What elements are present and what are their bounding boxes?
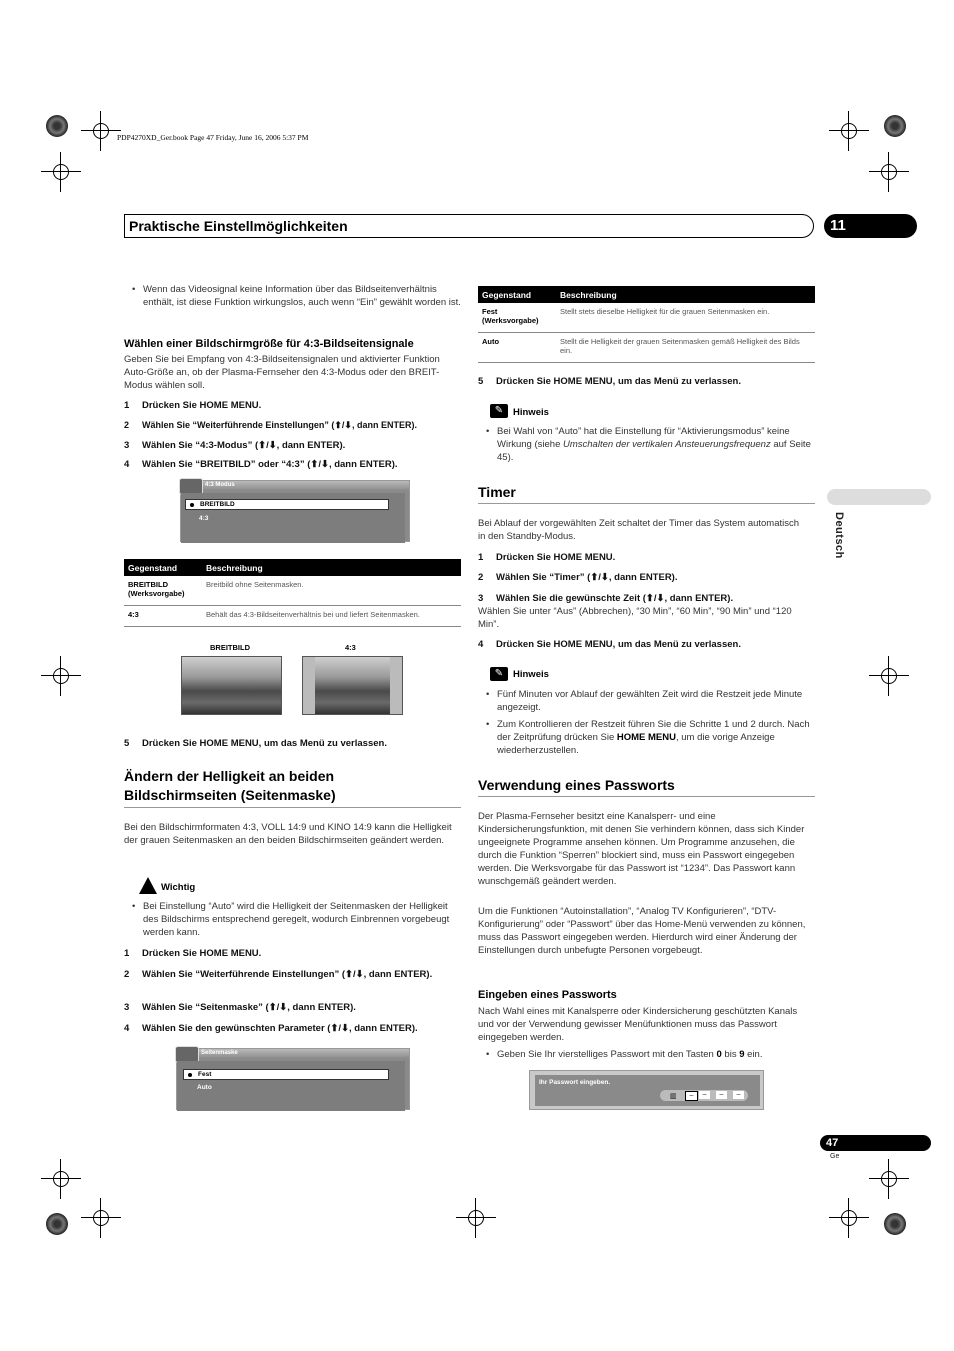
section-heading: Verwendung eines Passworts <box>478 777 675 793</box>
registration-mark <box>41 152 81 192</box>
step: 4 Wählen Sie den gewünschten Parameter (⬆/⬇, dann ENTER). <box>124 1023 418 1034</box>
chapter-number: 11 <box>824 214 917 238</box>
password-digit-field[interactable]: – <box>685 1091 698 1101</box>
step: 1 Drücken Sie HOME MENU. <box>124 400 262 411</box>
section-heading: Timer <box>478 484 516 500</box>
table-row: Fest (Werksvorgabe) Stellt stets dieselbe Helligkeit für die grauen Seitenmasken ein. <box>478 303 815 333</box>
registration-mark <box>869 656 909 696</box>
note-text: • Bei Wahl von “Auto” hat die Einstellung für “Aktivierungsmodus” keine Wirkung (siehe Umschalten der vertikalen Ansteuerungsfrequenz auf Seite 45). <box>497 425 815 464</box>
password-prompt: Ihr Passwort eingeben. <box>539 1079 611 1086</box>
instruction-bullet: • Geben Sie Ihr vierstelliges Passwort mit den Tasten 0 bis 9 ein. <box>497 1048 815 1061</box>
registration-mark <box>869 1159 909 1199</box>
warning-label: Wichtig <box>161 882 196 893</box>
options-table: Gegenstand Beschreibung BREITBILD (Werksvorgabe) Breitbild ohne Seitenmasken. 4:3 Behält das 4:3-Bildseitenverhältnis bei und liefert Seitenmasken. <box>124 559 461 627</box>
color-target-icon <box>46 1213 68 1235</box>
page-title: Praktische Einstellmöglichkeiten <box>129 218 348 234</box>
step: 5 Drücken Sie HOME MENU, um das Menü zu verlassen. <box>478 376 741 387</box>
warning-icon <box>139 877 157 894</box>
language-code: Ge <box>830 1153 840 1160</box>
4-3-example-image <box>302 656 403 715</box>
color-target-icon <box>884 1213 906 1235</box>
registration-mark <box>829 111 869 151</box>
registration-mark <box>869 152 909 192</box>
image-caption: BREITBILD <box>210 643 250 652</box>
registration-mark <box>41 1159 81 1199</box>
chapter-header <box>124 214 814 238</box>
osd-menu <box>176 1048 410 1110</box>
step: 4 Drücken Sie HOME MENU, um das Menü zu verlassen. <box>478 639 741 650</box>
step: 2 Wählen Sie “Weiterführende Einstellungen” (⬆/⬇, dann ENTER). <box>124 420 417 430</box>
password-digit-field[interactable]: – <box>716 1091 727 1099</box>
note-label: Hinweis <box>513 407 549 418</box>
registration-mark <box>456 1198 496 1238</box>
keypad-icon: ▥ <box>670 1093 677 1100</box>
divider <box>478 796 815 797</box>
step: 3 Wählen Sie die gewünschte Zeit (⬆/⬇, dann ENTER). <box>478 593 734 604</box>
widescreen-example-image <box>181 656 282 715</box>
osd-title: Seitenmaske <box>201 1050 238 1056</box>
registration-mark <box>81 111 121 151</box>
section-body: Geben Sie bei Empfang von 4:3-Bildseitensignalen und aktivierter Funktion Auto-Größe an, ob der Plasma-Fernseher den 4:3-Modus oder den BREIT-Modus wählen soll. <box>124 354 440 391</box>
warning-text: • Bei Einstellung “Auto” wird die Helligkeit der Seitenmasken der Helligkeit des Bildschirms entsprechend geregelt, wodurch Einbrennen vorgebeugt werden kann. <box>143 900 461 939</box>
osd-menu <box>180 480 410 542</box>
registration-mark <box>829 1198 869 1238</box>
section-title: Wählen einer Bildschirmgröße für 4:3-Bildseitensignale <box>124 338 414 350</box>
section-body: Um die Funktionen “Autoinstallation”, “Analog TV Konfigurieren”, “DTV-Konfigurierung” oder “Passwort” über das Home-Menü verwenden zu können, muss das Passwort eingegeben werden. Hierdurch wird einer Änderung der Einstellungen durch unbefugte Personen vorgebeugt. <box>478 906 806 956</box>
section-body: Bei den Bildschirmformaten 4:3, VOLL 14:9 und KINO 14:9 kann die Helligkeit der grauen Seitenmasken an den beiden Bildschirmseiten geändert werden. <box>124 822 452 846</box>
section-body: Nach Wahl eines mit Kanalsperre oder Kindersicherung geschützten Kanals und vor der Verwendung gewisser Menüfunktionen muss das Passwort eingegeben werden. <box>478 1006 798 1043</box>
file-info: PDP4270XD_Ger.book Page 47 Friday, June 16, 2006 5:37 PM <box>117 133 309 142</box>
step: 1 Drücken Sie HOME MENU. <box>124 948 262 959</box>
step: 5 Drücken Sie HOME MENU, um das Menü zu verlassen. <box>124 738 387 749</box>
options-table: Gegenstand Beschreibung Fest (Werksvorgabe) Stellt stets dieselbe Helligkeit für die grauen Seitenmasken ein. Auto Stellt die Helligkeit der grauen Seitenmasken gemäß Helligkeit des Bilds ein. <box>478 286 815 363</box>
step: 3 Wählen Sie “Seitenmaske” (⬆/⬇, dann ENTER). <box>124 1002 356 1013</box>
step: 2 Wählen Sie “Timer” (⬆/⬇, dann ENTER). <box>478 572 678 583</box>
step: 4 Wählen Sie “BREITBILD” oder “4:3” (⬆/⬇, dann ENTER). <box>124 459 398 470</box>
osd-title: 4:3 Modus <box>205 482 235 488</box>
table-row: BREITBILD (Werksvorgabe) Breitbild ohne Seitenmasken. <box>124 576 461 606</box>
step-detail: Wählen Sie unter “Aus” (Abbrechen), “30 Min”, “60 Min”, “90 Min” und “120 Min”. <box>478 606 792 630</box>
password-digit-field[interactable]: – <box>699 1091 710 1099</box>
page-number: 47 <box>820 1135 931 1151</box>
table-row: 4:3 Behält das 4:3-Bildseitenverhältnis bei und liefert Seitenmasken. <box>124 606 461 627</box>
note-label: Hinweis <box>513 669 549 680</box>
note-icon: ✎ <box>490 667 508 681</box>
step: 2 Wählen Sie “Weiterführende Einstellungen” (⬆/⬇, dann ENTER). <box>124 969 433 980</box>
divider <box>124 807 461 808</box>
subsection-title: Eingeben eines Passworts <box>478 989 617 1001</box>
note-text: • Fünf Minuten vor Ablauf der gewählten Zeit wird die Restzeit jede Minute angezeigt. <box>497 688 815 714</box>
step: 1 Drücken Sie HOME MENU. <box>478 552 616 563</box>
registration-mark <box>81 1198 121 1238</box>
color-target-icon <box>884 115 906 137</box>
password-digit-field[interactable]: – <box>733 1091 744 1099</box>
section-body: Bei Ablauf der vorgewählten Zeit schaltet der Timer das System automatisch in den Standby-Modus. <box>478 518 800 542</box>
registration-mark <box>41 656 81 696</box>
language-tab <box>827 489 931 505</box>
note-text: • Zum Kontrollieren der Restzeit führen Sie die Schritte 1 und 2 durch. Nach der Zeitprüfung drücken Sie HOME MENU, um die vorige Anzeige wiederherzustellen. <box>497 718 815 757</box>
language-label: Deutsch <box>833 512 845 559</box>
section-heading: Ändern der Helligkeit an beiden Bildschirmseiten (Seitenmaske) <box>124 768 336 803</box>
osd-selected-option[interactable]: Fest <box>183 1069 389 1080</box>
section-body: Der Plasma-Fernseher besitzt eine Kanalsperr- und eine Kindersicherungsfunktion, mit denen Sie verhindern können, dass sich Kinder ungeeignete Programme ansehen können. Um Programme anzusehen, die durch die Funktion “Sperren” blockiert sind, muss ein Passwort eingegeben werden. Die Werksvorgabe für das Passwort ist “1234”. Das Passwort kann wunschgemäß geändert werden. <box>478 811 805 887</box>
image-caption: 4:3 <box>345 643 356 652</box>
osd-option[interactable]: 4:3 <box>199 515 209 522</box>
password-osd <box>529 1070 764 1110</box>
osd-selected-option[interactable]: BREITBILD <box>185 499 389 510</box>
table-row: Auto Stellt die Helligkeit der grauen Seitenmasken gemäß Helligkeit des Bilds ein. <box>478 333 815 363</box>
step: 3 Wählen Sie “4:3-Modus” (⬆/⬇, dann ENTER). <box>124 440 346 451</box>
note-icon: ✎ <box>490 404 508 418</box>
intro-bullet: • Wenn das Videosignal keine Information über das Bildseitenverhältnis enthält, ist diese Funktion wirkungslos, auch wenn “Ein” gewählt worden ist. <box>143 283 461 309</box>
osd-option[interactable]: Auto <box>197 1084 212 1091</box>
divider <box>478 503 815 504</box>
color-target-icon <box>46 115 68 137</box>
